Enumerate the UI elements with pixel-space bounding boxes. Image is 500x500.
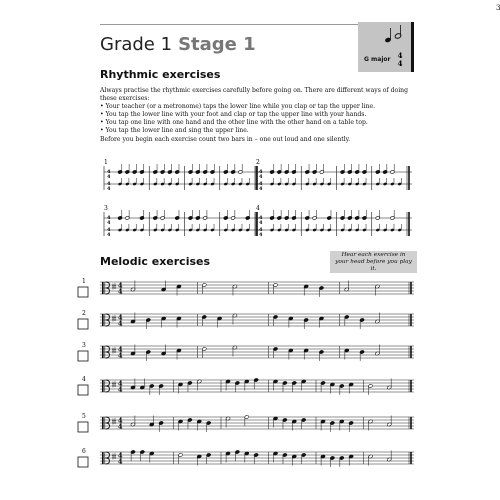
tick-box <box>78 422 88 432</box>
alto-clef <box>105 452 106 464</box>
time-sig: 4 <box>107 181 111 187</box>
alto-clef <box>105 380 106 392</box>
alto-clef <box>102 452 104 464</box>
time-sig: 4 <box>118 422 123 431</box>
hint-box: Hear each exercise in your head before you play it. <box>330 251 417 273</box>
time-sig: 4 <box>118 351 123 360</box>
alto-clef <box>105 346 106 358</box>
tick-box <box>78 351 88 361</box>
exercise-number: 6 <box>82 448 86 455</box>
time-sig: 4 <box>107 220 111 226</box>
sharp-icon <box>112 283 116 289</box>
sharp-icon <box>112 315 116 321</box>
time-sig: 4 <box>107 232 111 238</box>
sharp-icon <box>112 347 116 353</box>
melodic-exercise-6 <box>78 448 414 467</box>
tick-box <box>78 319 88 329</box>
time-sig: 4 <box>118 319 123 328</box>
rhythmic-title: Rhythmic exercises <box>100 68 221 81</box>
sharp-icon <box>112 453 116 459</box>
exercise-number: 1 <box>82 278 86 285</box>
exercise-number: 3 <box>104 205 108 212</box>
time-sig: 4 <box>118 313 123 322</box>
page-number: 3 <box>496 4 500 12</box>
time-sig: 4 <box>259 186 263 192</box>
tick-box <box>78 457 88 467</box>
time-sig: 4 <box>118 385 123 394</box>
key-time-bottom: 4 <box>397 59 403 68</box>
title-stage: Stage 1 <box>178 34 256 55</box>
time-sig: 4 <box>259 169 263 175</box>
time-sig: 4 <box>259 174 263 180</box>
time-sig: 4 <box>107 186 111 192</box>
tick-box <box>78 287 88 297</box>
melodic-title: Melodic exercises <box>100 255 211 268</box>
alto-clef <box>102 380 104 392</box>
melodic-exercise-4 <box>78 376 414 395</box>
melodic-exercise-3 <box>78 342 414 361</box>
time-sig: 4 <box>118 457 123 466</box>
alto-clef <box>102 282 104 294</box>
sharp-icon <box>112 381 116 387</box>
time-sig: 4 <box>259 220 263 226</box>
exercise-number: 2 <box>256 159 260 166</box>
intro-line: • You tap the lower line and sing the upper line. <box>100 127 249 135</box>
time-sig: 4 <box>259 215 263 221</box>
melodic-exercise-2 <box>78 310 414 329</box>
exercise-number: 2 <box>82 310 86 317</box>
exercise-number: 5 <box>82 413 86 420</box>
time-sig: 4 <box>118 451 123 460</box>
exercise-number: 3 <box>82 342 86 349</box>
intro-line: Before you begin each exercise count two bars in – one out loud and one silently. <box>100 135 351 143</box>
time-sig: 4 <box>259 227 263 233</box>
time-sig: 4 <box>107 227 111 233</box>
key-time-top: 4 <box>397 51 403 60</box>
time-sig: 4 <box>118 416 123 425</box>
time-sig: 4 <box>118 345 123 354</box>
time-sig: 4 <box>118 379 123 388</box>
alto-clef <box>105 417 106 429</box>
alto-clef <box>102 314 104 326</box>
intro-line: • You tap the lower line with your foot and clap or tap the upper line with your hands. <box>100 111 367 119</box>
intro-line: • You tap one line with one hand and the other line with the other hand on a table top. <box>100 119 368 127</box>
time-sig: 4 <box>107 174 111 180</box>
time-sig: 4 <box>259 232 263 238</box>
time-sig: 4 <box>118 287 123 296</box>
exercise-number: 4 <box>256 205 260 212</box>
key-label: G major <box>364 56 391 63</box>
title-grade: Grade 1 <box>100 34 173 55</box>
alto-clef <box>102 417 104 429</box>
intro-line: Always practise the rhythmic exercises carefully before going on. There are different ways of doing these exercises: <box>100 87 408 103</box>
alto-clef <box>105 314 106 326</box>
melodic-exercise-1 <box>78 278 414 297</box>
time-sig: 4 <box>107 215 111 221</box>
time-sig: 4 <box>107 169 111 175</box>
alto-clef <box>102 346 104 358</box>
exercise-number: 4 <box>82 376 86 383</box>
tick-box <box>78 385 88 395</box>
time-sig: 4 <box>118 281 123 290</box>
intro-line: • Your teacher (or a metronome) taps the lower line while you clap or tap the upper line. <box>100 103 376 111</box>
exercise-number: 1 <box>104 159 108 166</box>
sharp-icon <box>112 418 116 424</box>
melodic-exercise-5 <box>78 413 414 432</box>
alto-clef <box>105 282 106 294</box>
time-sig: 4 <box>259 181 263 187</box>
